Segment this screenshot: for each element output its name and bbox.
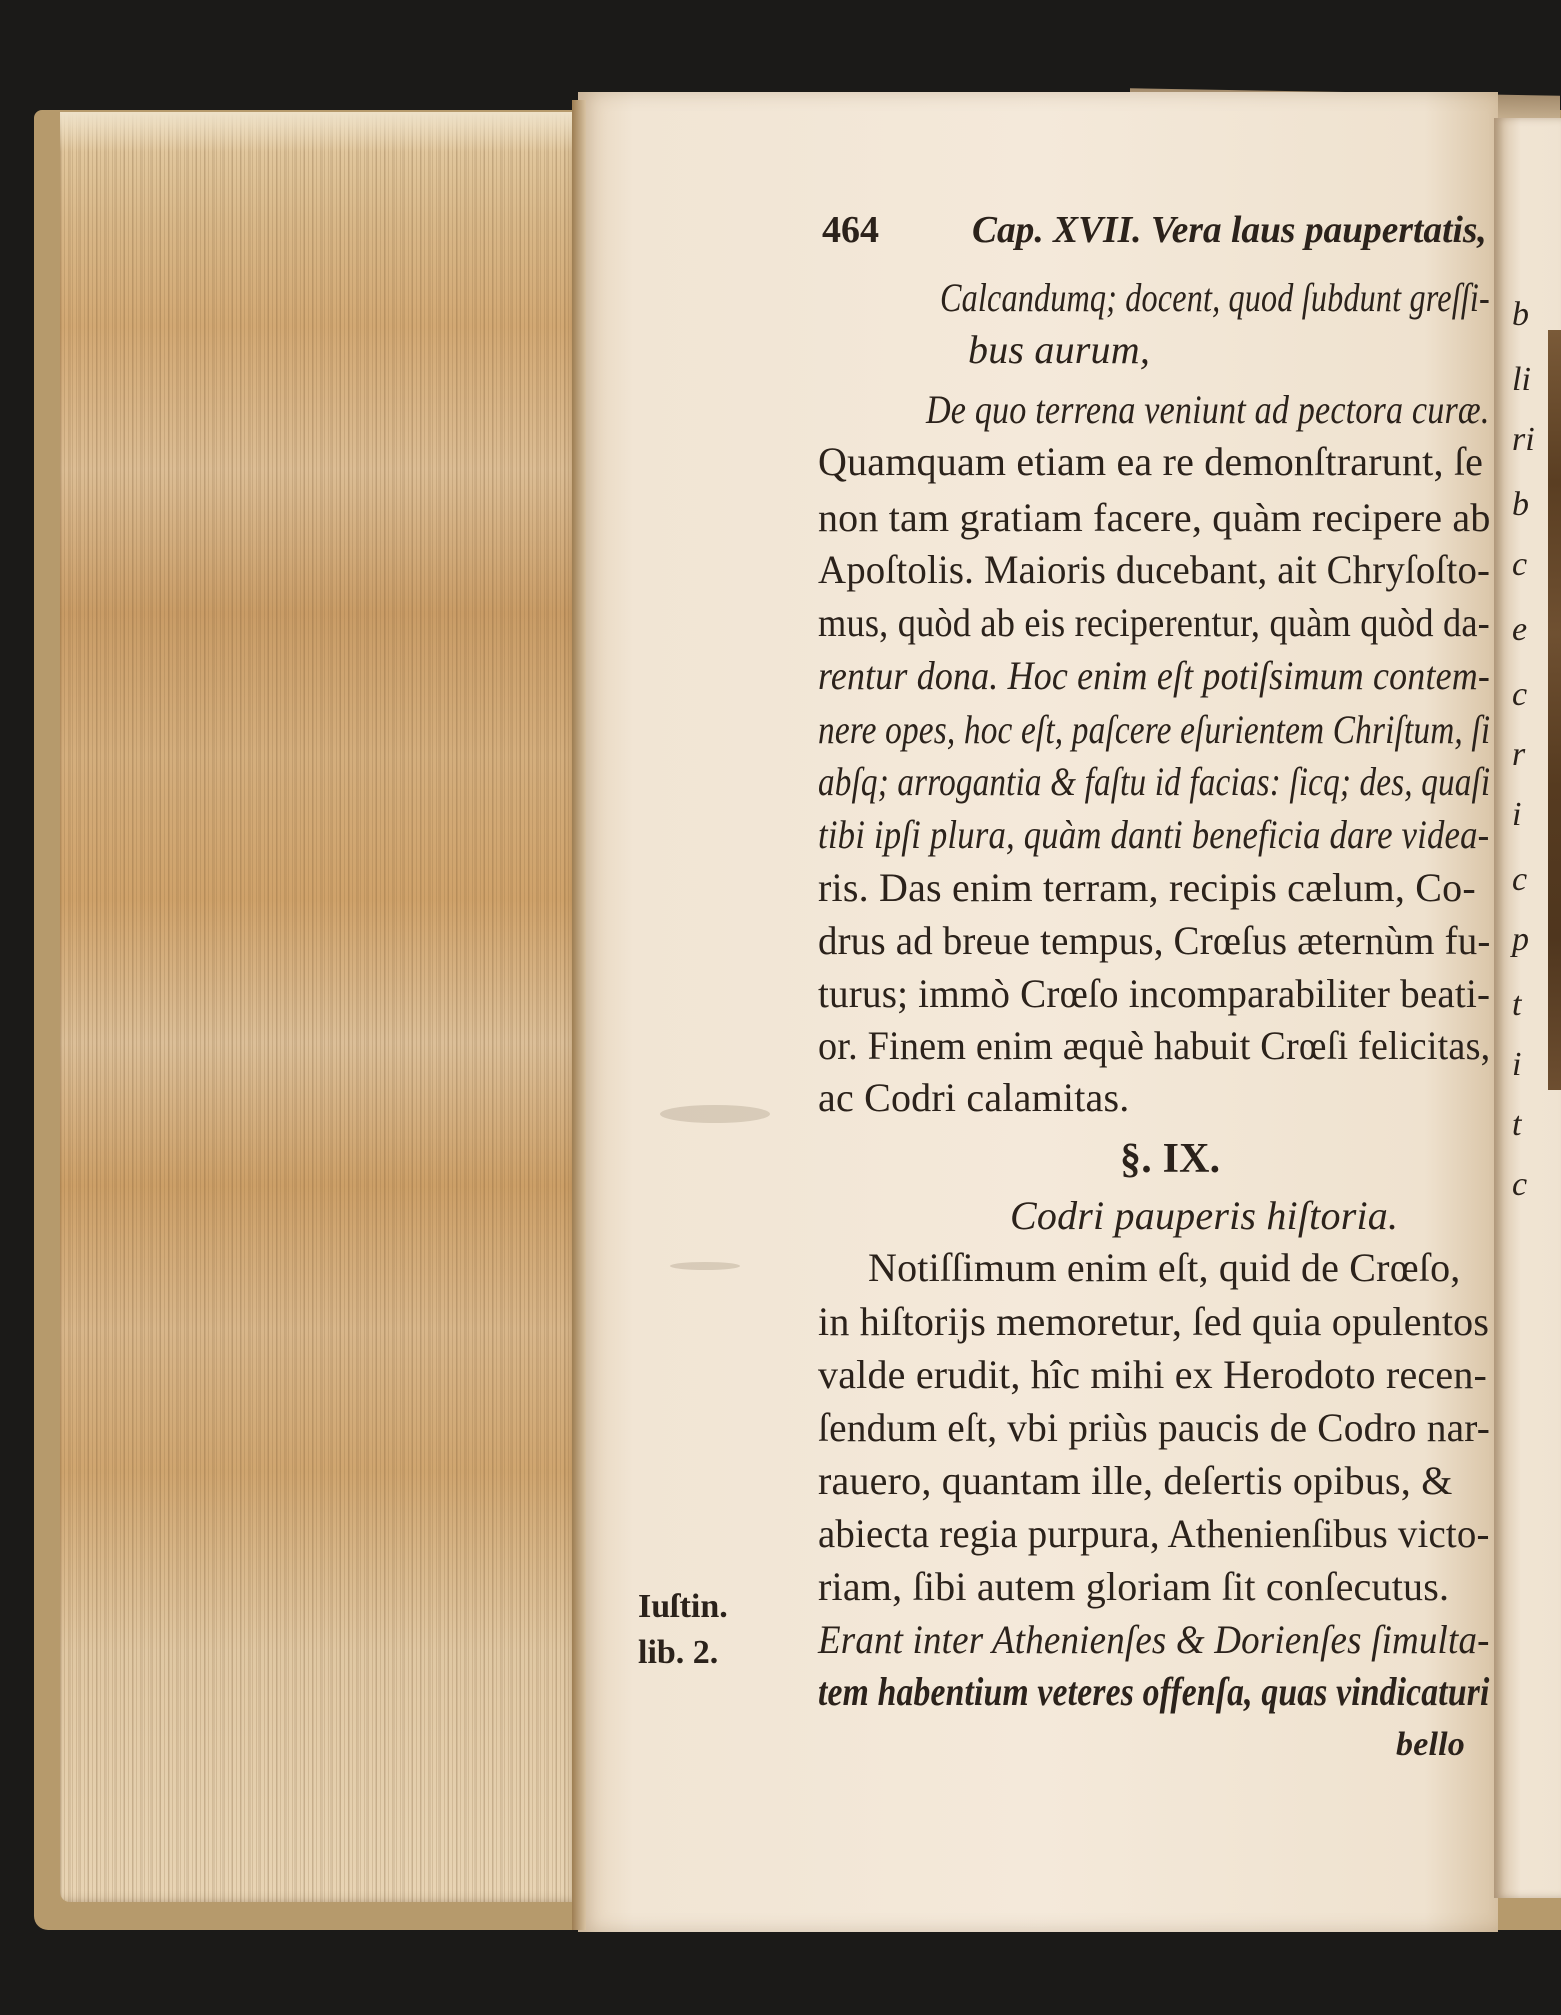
next-page-fragment: ri — [1512, 421, 1535, 458]
text-line: Notiſſimum enim eſt, quid de Crœſo, — [868, 1245, 1461, 1290]
margin-note-line: Iuſtin. — [638, 1588, 728, 1625]
text-line: riam, ſibi autem gloriam ſit conſecutus. — [818, 1564, 1450, 1609]
text-line: drus ad breue tempus, Crœſus æternùm fu- — [818, 918, 1491, 963]
text-line: abiecta regia purpura, Athenienſibus victo- — [818, 1511, 1490, 1556]
text-line: mus, quòd ab eis reciperentur, quàm quòd da- — [818, 600, 1490, 645]
text-line: or. Finem enim æquè habuit Crœſi felicitas, — [818, 1023, 1491, 1068]
next-page-fragment: c — [1512, 861, 1528, 898]
show-through-mark — [660, 1105, 770, 1123]
next-page-fragment: c — [1512, 546, 1528, 583]
body-text — [818, 275, 1491, 1763]
page-number: 464 — [822, 209, 879, 251]
text-line: bus aurum, — [968, 327, 1151, 372]
next-page-fragment: li — [1512, 361, 1531, 398]
text-line: valde erudit, hîc mihi ex Herodoto recen- — [818, 1352, 1488, 1397]
text-line: nere opes, hoc eſt, paſcere eſurientem Chriſtum, ſi — [818, 707, 1491, 752]
next-page-fragment: b — [1512, 486, 1529, 523]
text-line: ac Codri calamitas. — [818, 1075, 1130, 1120]
next-page-fragment: t — [1512, 1106, 1522, 1143]
text-line: Quamquam etiam ea re demonſtrarunt, ſe — [818, 439, 1484, 484]
text-line: abſq; arrogantia & faſtu id facias: ſicq; des, quaſi — [818, 759, 1491, 804]
text-line: Erant inter Athenienſes & Dorienſes ſimulta- — [818, 1617, 1490, 1662]
next-page-fragment: r — [1512, 736, 1526, 773]
text-line: turus; immò Crœſo incomparabiliter beati- — [818, 971, 1491, 1016]
page-edges-highlight — [60, 112, 580, 152]
text-line: ſendum eſt, vbi priùs paucis de Codro nar- — [818, 1405, 1491, 1450]
text-line: rauero, quantam ille, deſertis opibus, & — [818, 1458, 1453, 1503]
show-through-mark — [670, 1262, 740, 1270]
running-head — [822, 208, 1490, 256]
text-line: non tam gratiam facere, quàm recipere ab — [818, 495, 1491, 540]
text-line: in hiſtorijs memoretur, ſed quia opulentos — [818, 1299, 1490, 1344]
page-edges-stack — [60, 112, 580, 1902]
text-line: De quo terrena veniunt ad pectora curæ. — [926, 387, 1490, 432]
text-line: Apoſtolis. Maioris ducebant, ait Chryſoſto- — [818, 547, 1491, 592]
next-page-fragment: i — [1512, 796, 1522, 833]
catchword: bello — [1396, 1726, 1465, 1763]
next-page-fragment: b — [1512, 296, 1529, 333]
next-page-fragment: e — [1512, 611, 1528, 648]
text-line: tem habentium veteres offenſa, quas vindicaturi — [818, 1669, 1490, 1714]
section-mark: §. IX. — [1120, 1136, 1221, 1182]
next-page-fragment: p — [1512, 921, 1529, 958]
next-page-fragment: t — [1512, 986, 1522, 1023]
section-subtitle: Codri pauperis hiſtoria. — [1010, 1193, 1399, 1238]
margin-note-line: lib. 2. — [638, 1634, 719, 1671]
page-gutter — [572, 100, 586, 1930]
next-page-dark-edge — [1548, 330, 1561, 1090]
running-head-title: Cap. XVII. Vera laus paupertatis, — [972, 209, 1487, 251]
text-line: ris. Das enim terram, recipis cælum, Co- — [818, 865, 1476, 910]
text-line: tibi ipſi plura, quàm danti beneficia dare videa- — [818, 812, 1490, 857]
next-page-fragment: i — [1512, 1046, 1522, 1083]
next-page-fragment: c — [1512, 676, 1528, 713]
next-page-fragment: c — [1512, 1166, 1528, 1203]
text-line: Calcandumq; docent, quod ſubdunt greſſi- — [940, 275, 1490, 320]
text-line: rentur dona. Hoc enim eſt potiſsimum contem- — [818, 653, 1490, 698]
